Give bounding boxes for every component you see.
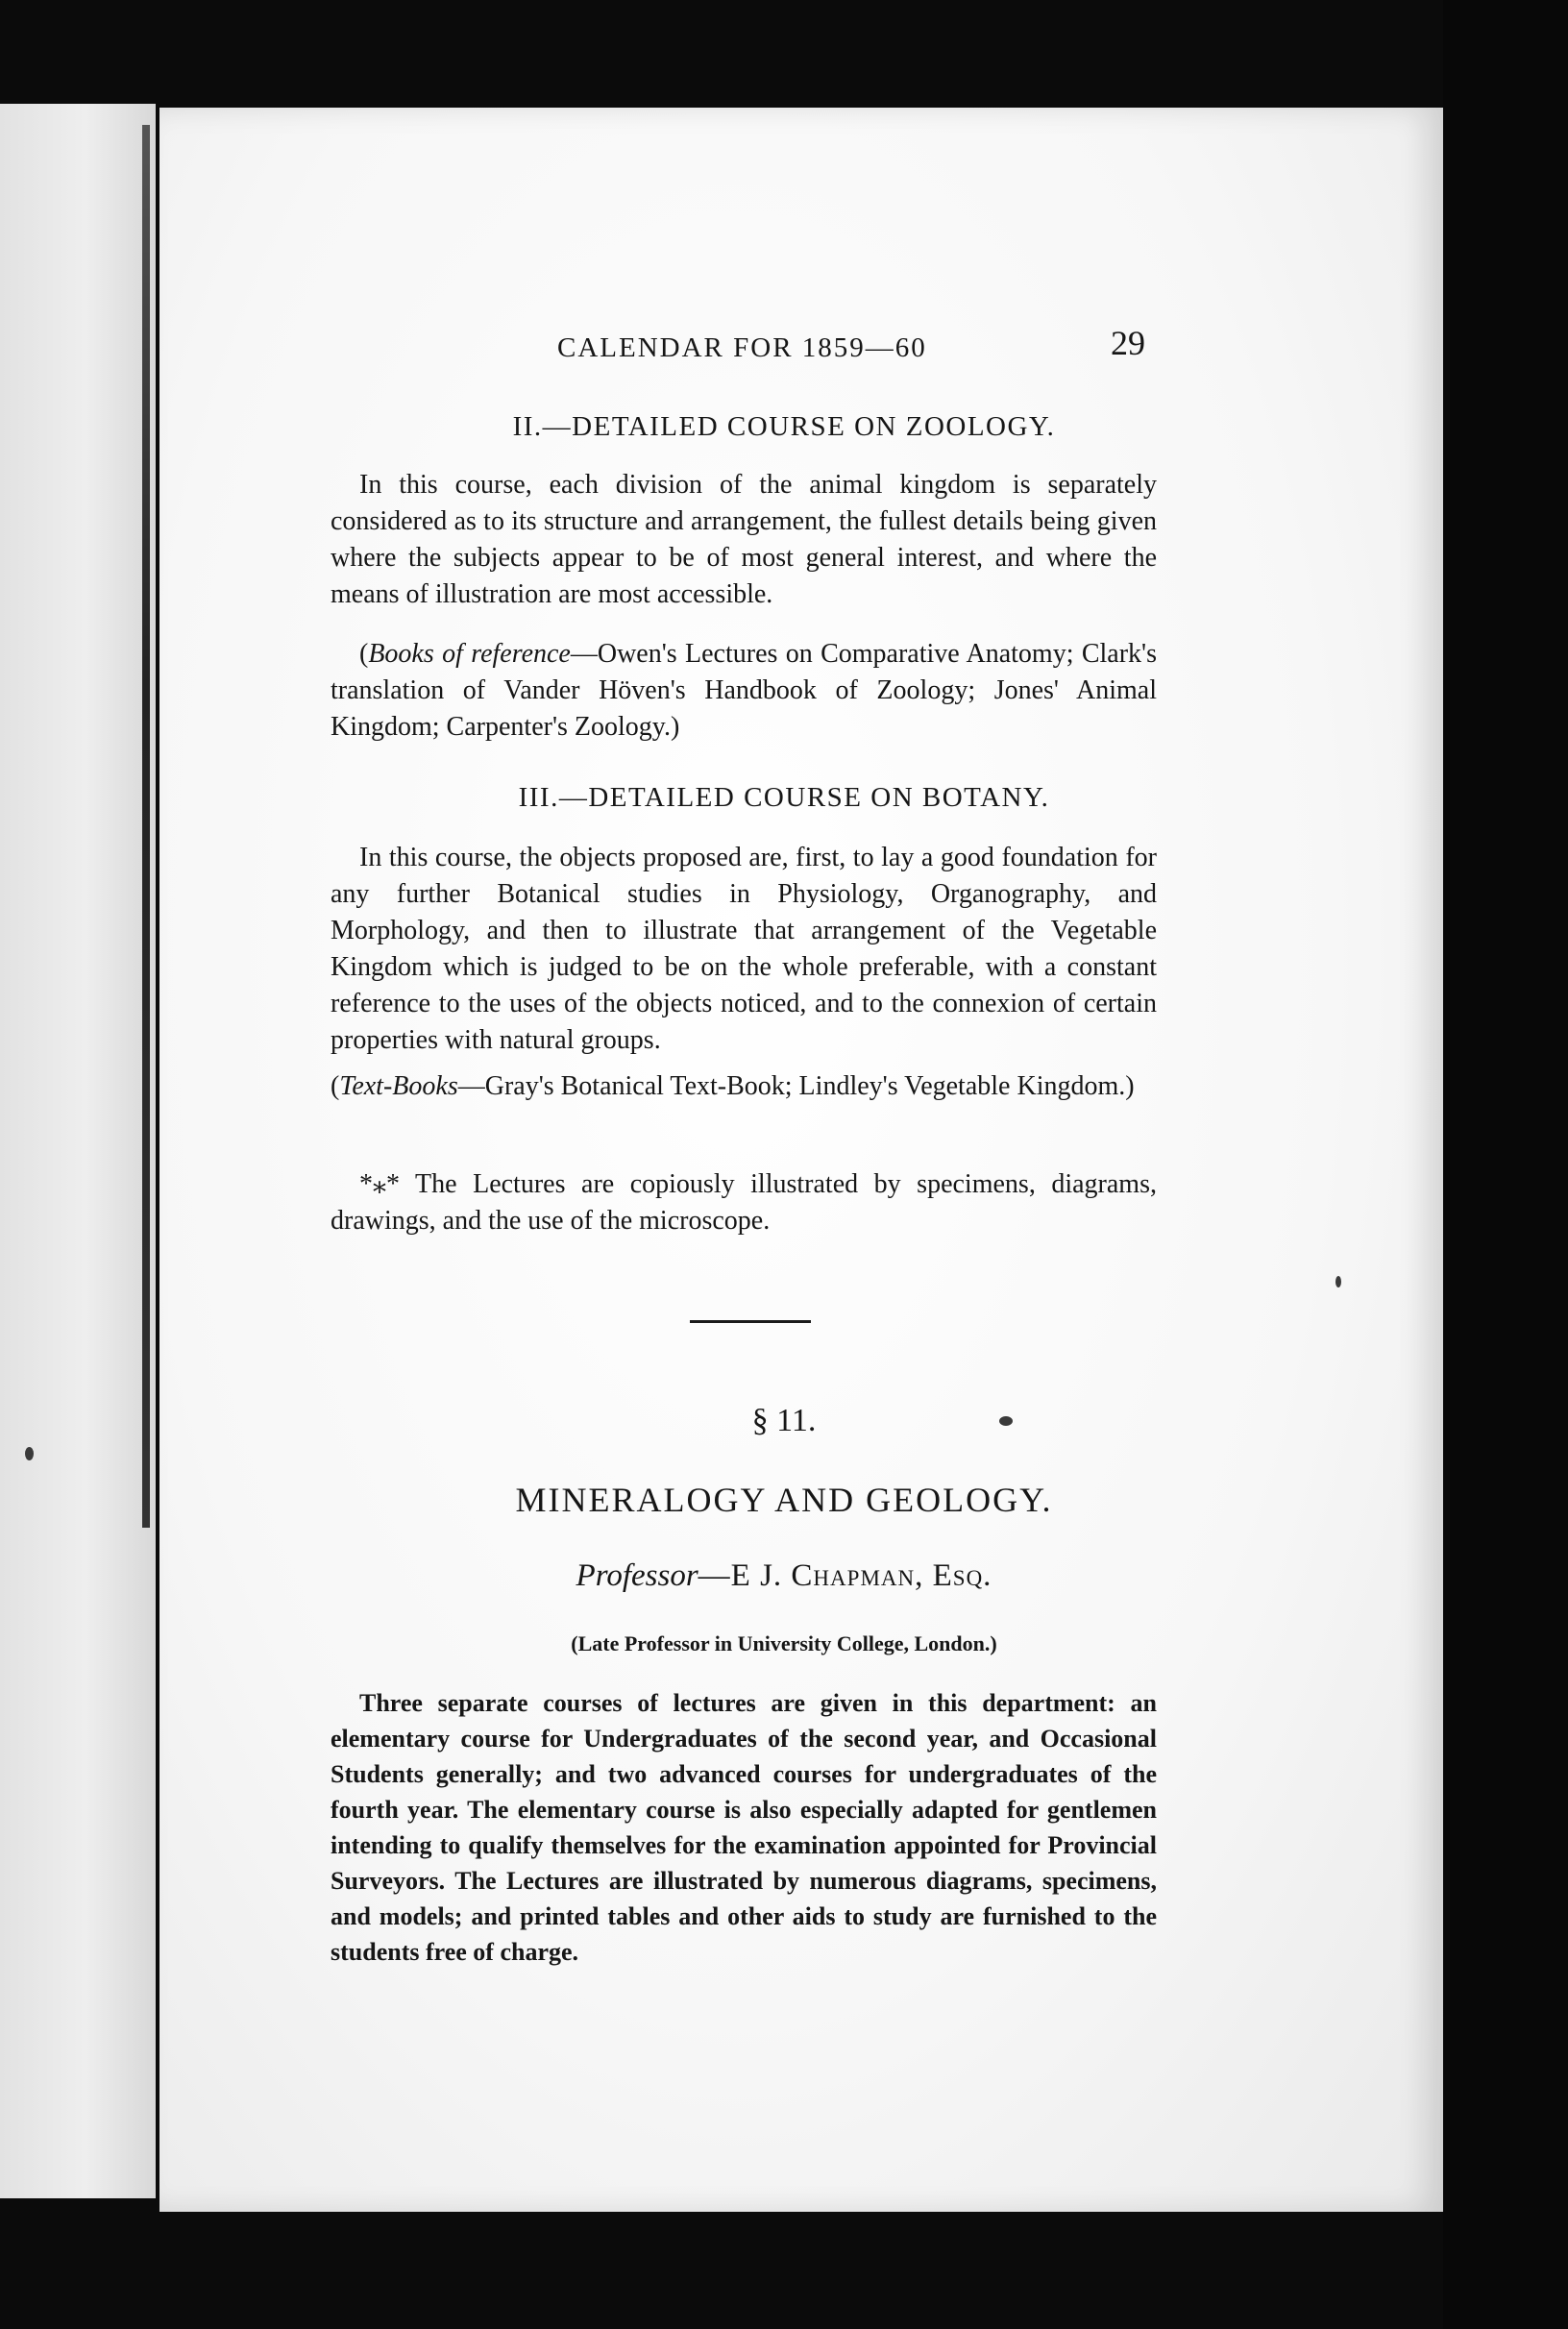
binding-gutter	[142, 125, 150, 1528]
section-title: MINERALOGY AND GEOLOGY.	[515, 1481, 1053, 1519]
botany-note	[331, 1166, 1157, 1239]
ink-speck	[999, 1416, 1013, 1426]
references-label: Books of reference	[368, 639, 571, 669]
references-text: —Owen's Lectures on Comparative Anatomy; Clark's translation of Vander Höven's Handbook of Zoology; Jones' Animal Kingdom; Carpenter's Zoology.)	[331, 639, 1157, 742]
botany-heading: III.—DETAILED COURSE ON BOTANY.	[518, 782, 1050, 813]
scan-background	[1443, 0, 1568, 2329]
ink-speck	[1335, 1276, 1341, 1287]
textbooks-text: —Gray's Botanical Text-Book; Lindley's Vegetable Kingdom.)	[457, 1071, 1135, 1101]
professor-label: Professor	[576, 1558, 698, 1593]
zoology-paragraph: In this course, each division of the animal kingdom is separately considered as to its structure and arrangement, the fullest details being given where the subjects appear to be of most general interest, and where the means of illustration are most accessible.	[331, 470, 1157, 609]
running-head: CALENDAR FOR 1859—60	[557, 332, 927, 363]
geology-paragraph: Three separate courses of lectures are given in this department: an elementary course for Undergraduates of the second year, and Occasional Students generally; and two advanced courses for undergraduates of the fourth year. The elementary course is also especially adapted for gentlemen intending to qualify themselves for the examination appointed for Provincial Surveyors. The Lectures are illustrated by numerous diagrams, specimens, and models; and printed tables and other aids to study are furnished to the students free of charge.	[331, 1689, 1157, 1966]
note-asterism: *⁎*	[359, 1169, 400, 1199]
section-number: § 11.	[751, 1403, 817, 1438]
botany-textbooks: (Text-Books—Gray's Botanical Text-Book; Lindley's Vegetable Kingdom.)	[331, 1071, 1135, 1101]
professor-name: —E J. Chapman, Esq.	[698, 1558, 992, 1593]
ink-speck	[25, 1447, 34, 1460]
note-text: The Lectures are copiously illustrated by specimens, diagrams, drawings, and the use of the microscope.	[331, 1169, 1157, 1236]
section-divider	[690, 1320, 811, 1323]
professor-line	[0, 1558, 1568, 1594]
zoology-references: (Books of reference—Owen's Lectures on Comparative Anatomy; Clark's translation of Vander Höven's Handbook of Zoology; Jones' Animal Kingdom; Carpenter's Zoology.)	[331, 639, 1157, 742]
zoology-heading: II.—DETAILED COURSE ON ZOOLOGY.	[512, 411, 1056, 442]
botany-paragraph: In this course, the objects proposed are, first, to lay a good foundation for any further Botanical studies in Physiology, Organography, and Morphology, and then to illustrate that arrangement of the Vegetable Kingdom which is judged to be on the whole preferable, with a constant reference to the uses of the objects noticed, and to the connexion of certain properties with natural groups.	[331, 843, 1157, 1055]
page-number: 29	[1111, 324, 1145, 362]
textbooks-label: Text-Books	[339, 1071, 458, 1101]
professor-affiliation: (Late Professor in University College, London.)	[571, 1631, 997, 1655]
